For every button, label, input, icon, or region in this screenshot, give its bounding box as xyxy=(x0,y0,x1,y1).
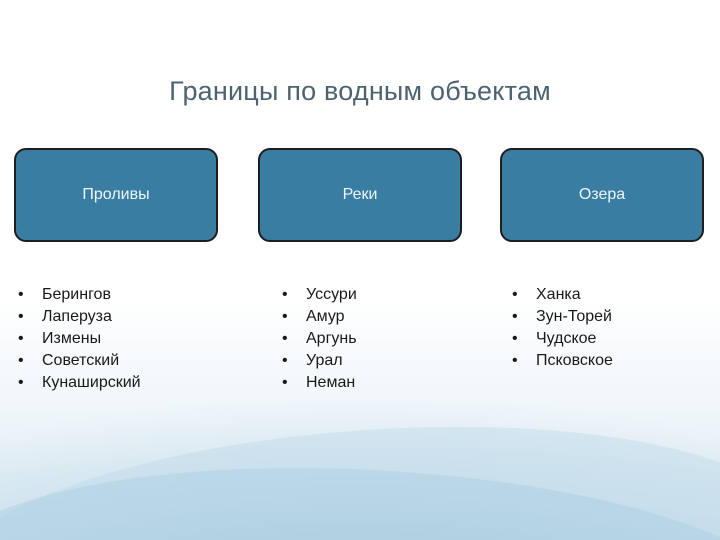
list-item: • Советский xyxy=(16,350,141,372)
category-box-lakes xyxy=(500,148,704,242)
category-box-straits xyxy=(14,148,218,242)
list-item: • Кунаширский xyxy=(16,372,141,394)
list-item: • Берингов xyxy=(16,284,141,306)
category-box-rivers xyxy=(258,148,462,242)
category-label: Реки xyxy=(342,186,378,203)
list-item: • Урал xyxy=(280,350,357,372)
list-item: • Псковское xyxy=(510,350,613,372)
slide-title: Границы по водным объектам xyxy=(169,76,551,106)
list-item: • Измены xyxy=(16,328,141,350)
list-item: • Чудское xyxy=(510,328,613,350)
list-item: • Амур xyxy=(280,306,357,328)
category-label: Проливы xyxy=(82,186,150,203)
rivers-list xyxy=(280,284,357,394)
straits-list xyxy=(16,284,141,394)
lakes-list xyxy=(510,284,613,372)
list-item: • Ханка xyxy=(510,284,613,306)
list-item: • Зун-Торей xyxy=(510,306,613,328)
list-item: • Лаперуза xyxy=(16,306,141,328)
list-item: • Неман xyxy=(280,372,357,394)
list-item: • Аргунь xyxy=(280,328,357,350)
list-item: • Уссури xyxy=(280,284,357,306)
category-label: Озера xyxy=(578,186,626,203)
